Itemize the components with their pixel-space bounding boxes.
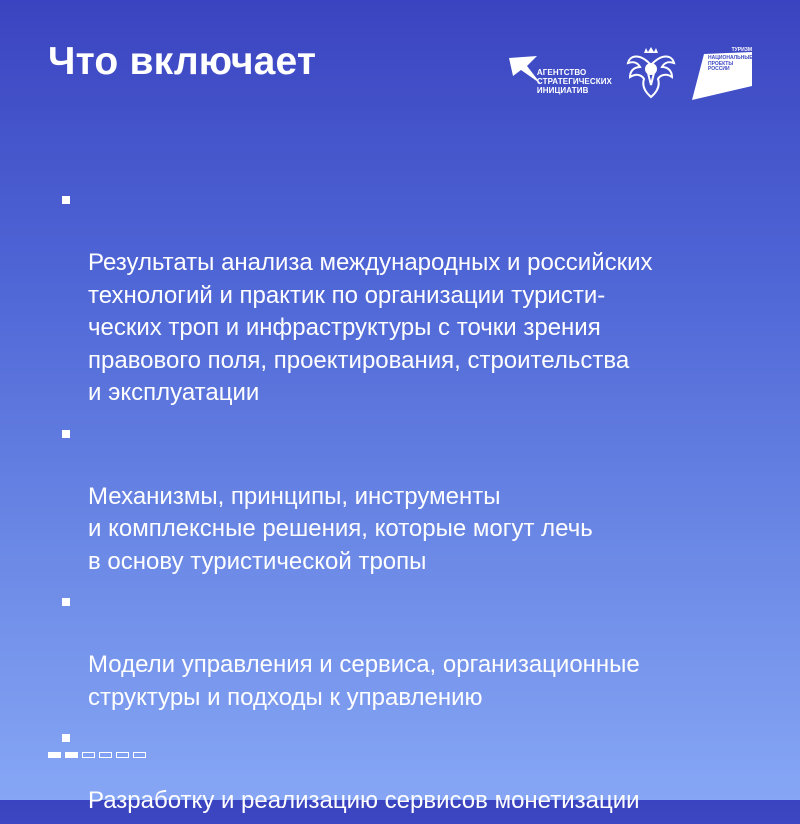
feature-list <box>60 182 760 824</box>
square-bullet-icon <box>62 430 70 438</box>
page-title: Что включает <box>48 40 317 83</box>
list-item-text: Механизмы, принципы, инструменты и комплексные решения, которые могут лечь в основу туристической тропы <box>88 482 593 575</box>
pager-dot <box>133 752 146 758</box>
asi-logo-text <box>537 68 612 95</box>
double-headed-eagle-icon <box>626 47 676 101</box>
pager-dot <box>99 752 112 758</box>
pager-dot-active <box>48 752 61 758</box>
list-item-text: Разработку и реализацию сервисов монетизации <box>88 787 640 814</box>
national-projects-small-label: ТУРИЗМ <box>731 47 752 53</box>
list-item-text: Результаты анализа международных и российских технологий и практик по организации туристи- ческих троп и инфраструктуры с точки зрения правового поля, проектирования, строительства и эксплуатации <box>88 249 653 406</box>
national-projects-logo <box>690 46 754 102</box>
list-item <box>60 182 760 410</box>
asi-logo-line: АГЕНТСТВО <box>536 67 587 77</box>
square-bullet-icon <box>62 734 70 742</box>
pager-dot-active <box>65 752 78 758</box>
pager-dot <box>82 752 95 758</box>
national-projects-label: НАЦИОНАЛЬНЫЕ ПРОЕКТЫ РОССИИ <box>708 55 753 72</box>
slide-pager <box>48 752 146 758</box>
list-item <box>60 720 760 818</box>
square-bullet-icon <box>62 196 70 204</box>
asi-logo-line: СТРАТЕГИЧЕСКИХ <box>536 76 612 86</box>
square-bullet-icon <box>62 598 70 606</box>
asi-logo-line: ИНИЦИАТИВ <box>536 85 589 95</box>
asi-logo <box>507 54 612 95</box>
partner-logos <box>507 46 754 102</box>
list-item <box>60 416 760 579</box>
list-item-text: Модели управления и сервиса, организационные структуры и подходы к управлению <box>88 651 640 711</box>
list-item <box>60 584 760 714</box>
pager-dot <box>116 752 129 758</box>
